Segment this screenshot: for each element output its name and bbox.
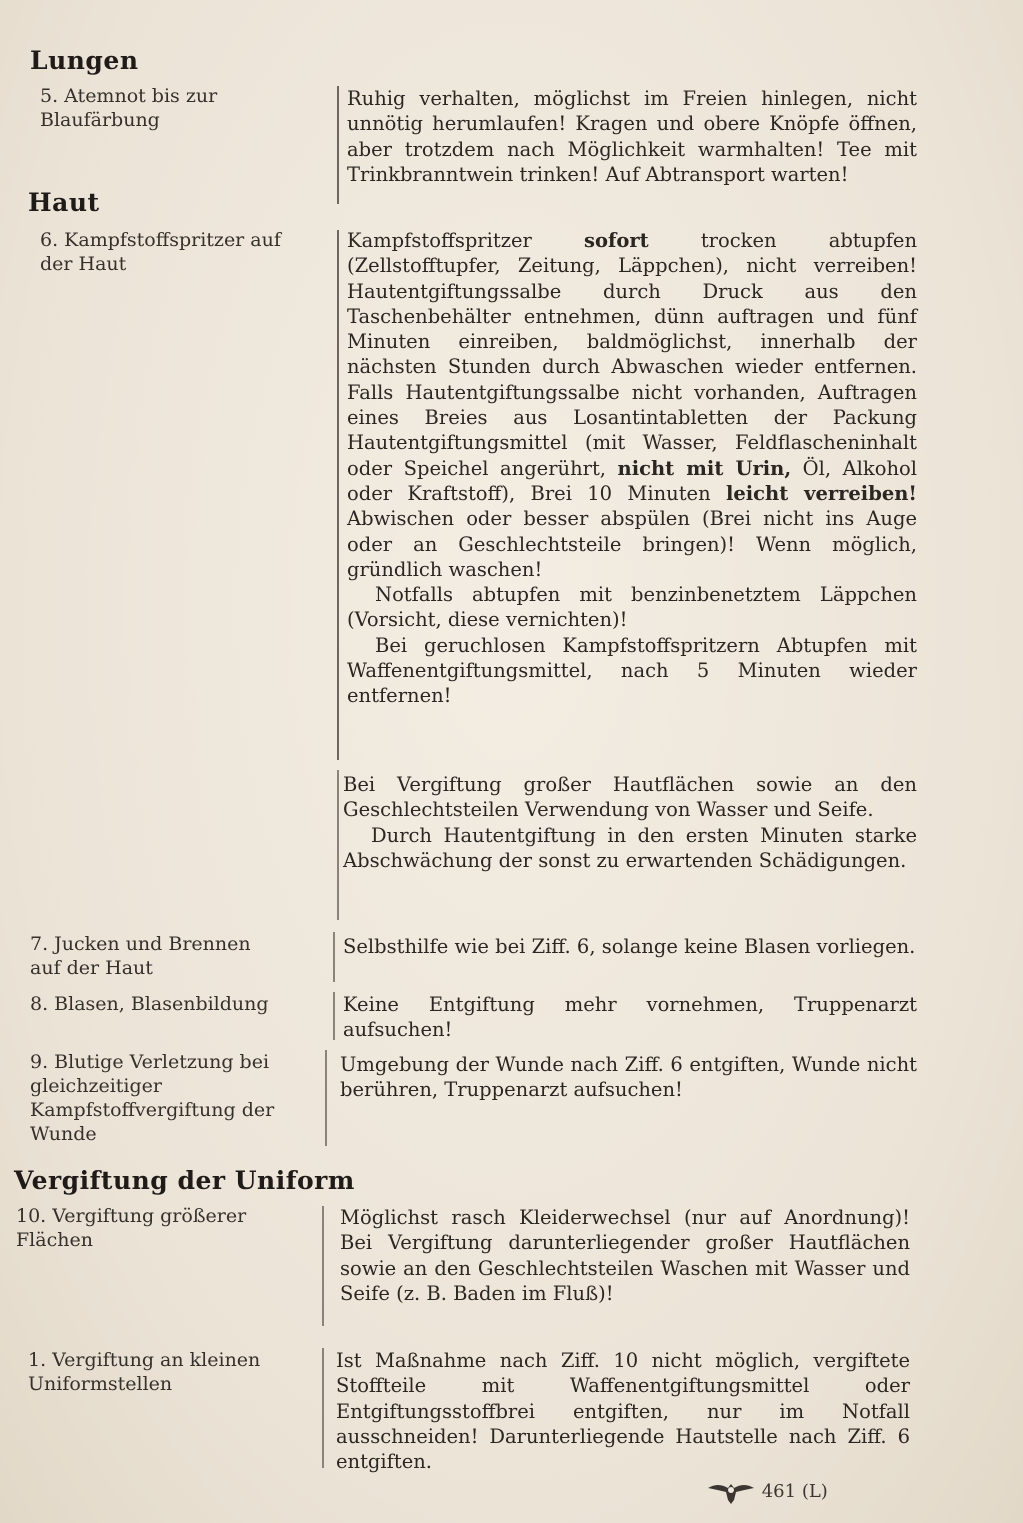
heading-lungen: Lungen <box>30 46 139 75</box>
item-7-label: 7. Jucken und Brennen auf der Haut <box>30 933 251 979</box>
form-number: 461 (L) <box>761 1481 828 1502</box>
column-divider <box>325 1050 327 1146</box>
text-fragment: Öl, Alkohol oder Kraftstoff), Brei 10 Minuten <box>347 456 918 505</box>
item-6-paragraph-4: Bei Vergiftung großer Hautflächen sowie an den Geschlechtsteilen Verwendung von Wasser und Seife. <box>343 773 917 822</box>
column-divider <box>337 86 339 204</box>
text-fragment: Kampfstoffspritzer <box>347 229 532 252</box>
item-6-paragraph-5: Durch Hautentgiftung in den ersten Minuten starke Abschwächung der sonst zu erwartenden Schädigungen. <box>343 823 917 872</box>
item-7-text <box>343 934 917 959</box>
eagle-stamp-icon <box>706 1478 756 1506</box>
emphasis-leicht-verreiben: leicht verreiben! <box>725 481 917 505</box>
column-divider <box>337 770 339 920</box>
item-8-label: 8. Blasen, Blasenbildung <box>30 993 269 1015</box>
column-divider <box>322 1348 324 1468</box>
item-5-text <box>347 86 917 187</box>
item-6-paragraph-3: Bei geruchlosen Kampfstoffspritzern Abtupfen mit Waffenentgiftungsmittel, nach 5 Minuten wieder entfernen! <box>347 633 917 708</box>
item-11-paragraph: Ist Maßnahme nach Ziff. 10 nicht möglich, vergiftete Stoffteile mit Waffenentgiftungsmittel oder Entgiftungsstoffbrei entgiften, nur im Notfall ausschneiden! Darunterliegende Hautstelle nach Ziff. 6 entgiften. <box>336 1349 910 1474</box>
heading-uniform: Vergiftung der Uniform <box>14 1166 355 1195</box>
item-10-text <box>340 1205 910 1306</box>
item-11-text <box>336 1348 910 1474</box>
item-6-label: 6. Kampfstoffspritzer auf der Haut <box>40 229 281 275</box>
item-6-paragraph-2: Notfalls abtupfen mit benzinbenetztem Läppchen (Vorsicht, diese vernichten)! <box>347 583 917 632</box>
emphasis-nicht-mit-urin: nicht mit Urin, <box>617 456 792 480</box>
text-fragment: Abwischen oder besser abspülen (Brei nicht ins Auge oder an Geschlechtsteile bringen)! Wenn möglich, gründlich waschen! <box>347 507 917 581</box>
item-11-label: 1. Vergiftung an kleinen Uniformstellen <box>28 1349 261 1395</box>
item-9-paragraph: Umgebung der Wunde nach Ziff. 6 entgiften, Wunde nicht berühren, Truppenarzt aufsuchen! <box>340 1053 917 1102</box>
item-8-text <box>343 992 917 1043</box>
item-5-paragraph: Ruhig verhalten, möglichst im Freien hinlegen, nicht unnötig herumlaufen! Kragen und obere Knöpfe öffnen, aber trotzdem nach Möglichkeit warmhalten! Tee mit Trinkbranntwein trinken! Auf Abtransport warten! <box>347 87 917 186</box>
item-10-label: 10. Vergiftung größerer Flächen <box>16 1205 247 1251</box>
column-divider <box>333 932 335 982</box>
item-9-text <box>340 1052 917 1103</box>
item-10-paragraph: Möglichst rasch Kleiderwechsel (nur auf Anordnung)! Bei Vergiftung darunterliegender großer Hautflächen sowie an den Geschlechtsteilen Waschen mit Wasser und Seife (z. B. Baden im Fluß)! <box>340 1206 910 1305</box>
item-7-paragraph: Selbsthilfe wie bei Ziff. 6, solange keine Blasen vorliegen. <box>343 935 916 958</box>
item-5-label: 5. Atemnot bis zur Blaufärbung <box>40 85 218 131</box>
footer-code <box>706 1478 828 1506</box>
text-fragment: trocken abtupfen (Zellstofftupfer, Zeitung, Läppchen), nicht verreiben! Hautentgiftungssalbe durch Druck aus den Taschenbehälter entnehmen, dünn auftragen und fünf Minuten einreiben, baldmöglichst, innerhalb der nächsten Stunden durch Abwaschen wieder entfernen. Falls Hautentgiftungssalbe nicht vorhanden, Auftragen eines Breies aus Losantintabletten der Packung Hautentgiftungsmittel (mit Wasser, Feldflascheninhalt oder Speichel angerührt, <box>347 229 918 480</box>
column-divider <box>322 1206 324 1326</box>
item-6-paragraph-1 <box>347 228 917 582</box>
column-divider <box>337 230 339 760</box>
item-9-label: 9. Blutige Verletzung bei gleichzeitiger Kampfstoffvergiftung der Wunde <box>30 1051 275 1145</box>
column-divider <box>333 992 335 1040</box>
item-8-paragraph: Keine Entgiftung mehr vornehmen, Truppenarzt aufsuchen! <box>343 993 917 1042</box>
item-6-text-main <box>347 228 917 709</box>
item-6-text-extra <box>343 772 917 873</box>
emphasis-sofort: sofort <box>584 229 649 252</box>
heading-haut: Haut <box>28 188 100 217</box>
